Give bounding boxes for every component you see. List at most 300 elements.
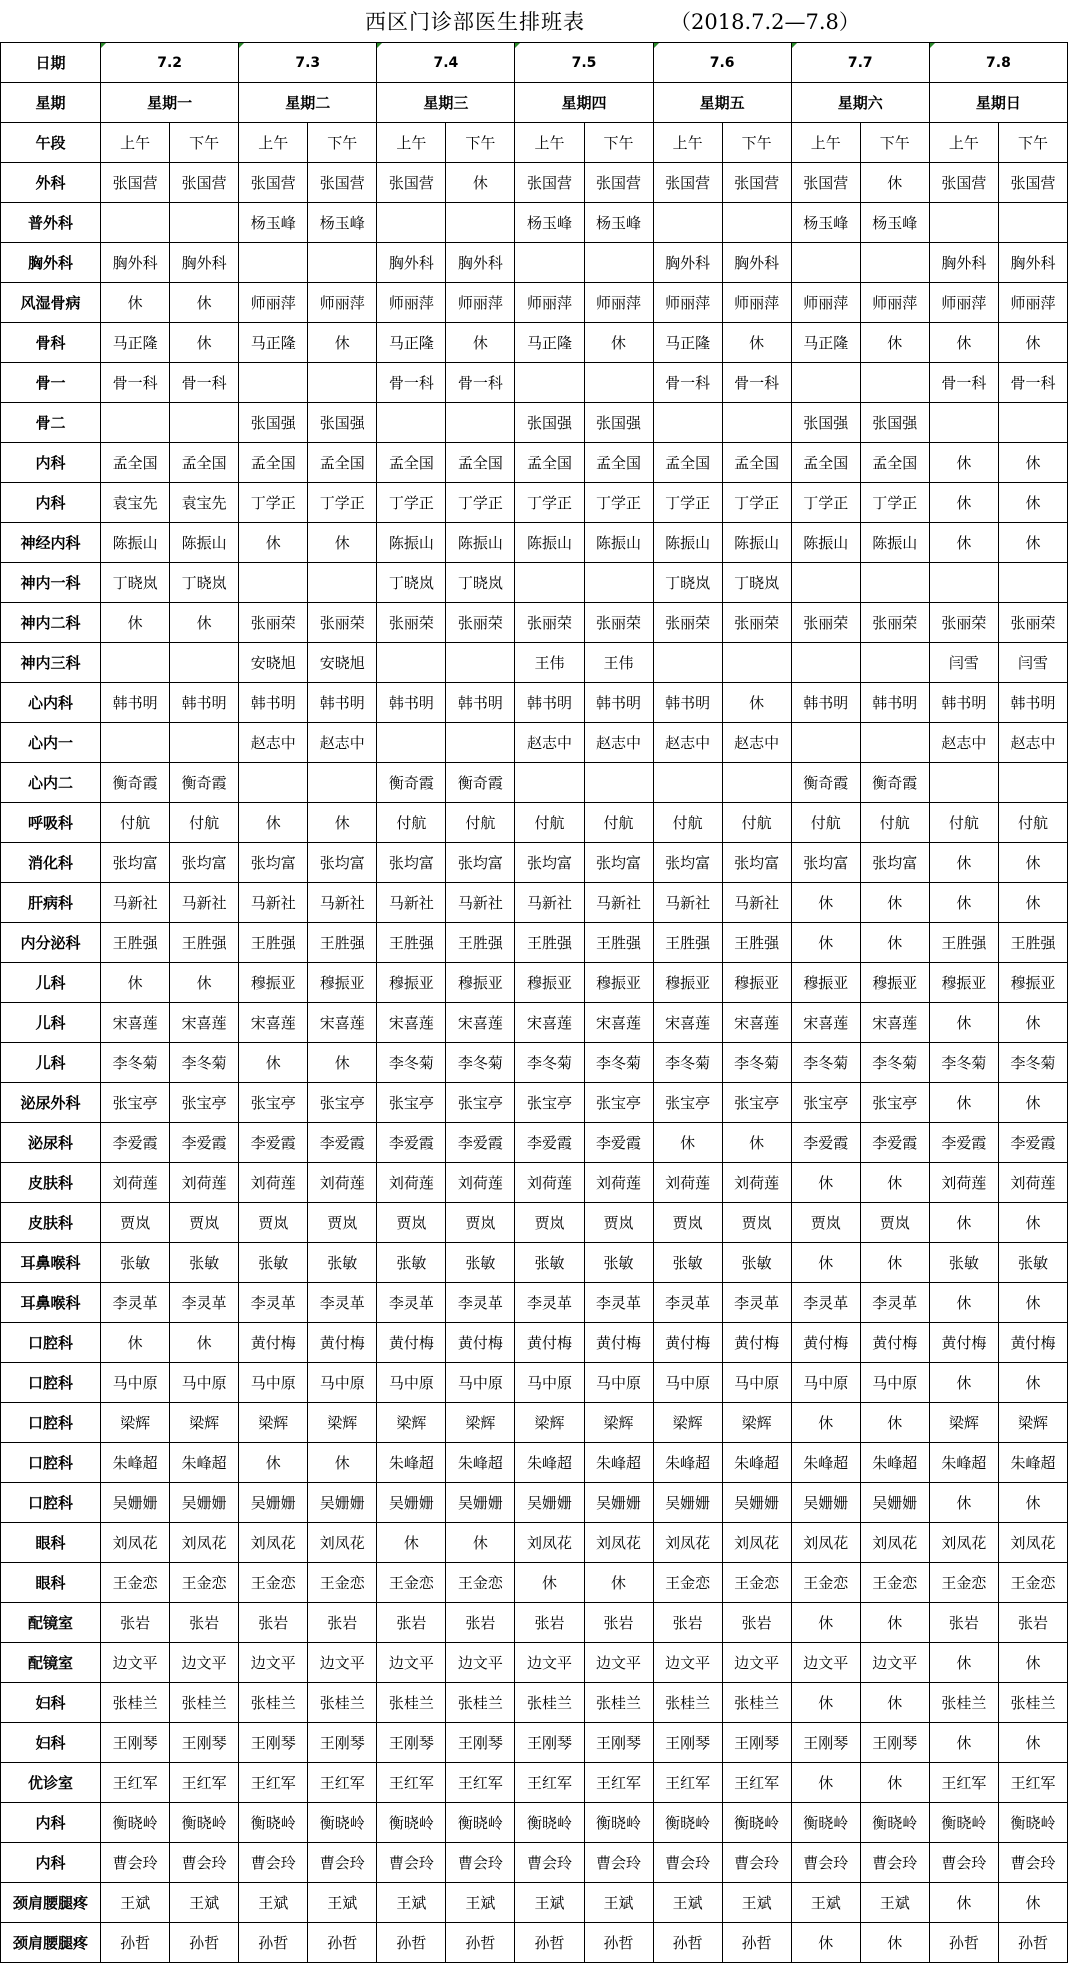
- schedule-cell: [860, 363, 929, 403]
- schedule-cell: 朱峰超: [791, 1443, 860, 1483]
- schedule-cell: 赵志中: [722, 723, 791, 763]
- schedule-cell: 张丽荣: [791, 603, 860, 643]
- schedule-cell: 曹会玲: [584, 1843, 653, 1883]
- schedule-cell: 马中原: [860, 1363, 929, 1403]
- schedule-cell: [515, 563, 584, 603]
- schedule-cell: 李爱霞: [308, 1123, 377, 1163]
- schedule-cell: 王刚琴: [446, 1723, 515, 1763]
- schedule-cell: 衡晓岭: [929, 1803, 998, 1843]
- schedule-cell: 付航: [653, 803, 722, 843]
- schedule-cell: 休: [239, 1443, 308, 1483]
- table-row: [1, 483, 1068, 523]
- schedule-cell: 边文平: [653, 1643, 722, 1683]
- schedule-cell: 休: [860, 1403, 929, 1443]
- schedule-cell: 刘凤花: [101, 1523, 170, 1563]
- schedule-cell: 王胜强: [653, 923, 722, 963]
- schedule-cell: 曹会玲: [791, 1843, 860, 1883]
- day-weekday: 星期二: [239, 83, 377, 123]
- schedule-cell: 韩书明: [101, 683, 170, 723]
- department-label: 眼科: [1, 1563, 101, 1603]
- schedule-cell: 休: [998, 1283, 1067, 1323]
- table-row: [1, 1523, 1068, 1563]
- schedule-cell: 穆振亚: [584, 963, 653, 1003]
- period-cell: 下午: [308, 123, 377, 163]
- schedule-cell: 师丽萍: [584, 283, 653, 323]
- schedule-cell: 宋喜莲: [239, 1003, 308, 1043]
- schedule-cell: 张均富: [791, 843, 860, 883]
- department-label: 胸外科: [1, 243, 101, 283]
- schedule-cell: 李灵革: [584, 1283, 653, 1323]
- header-label-date: 日期: [1, 43, 101, 83]
- schedule-cell: [722, 643, 791, 683]
- schedule-cell: 张宝亭: [239, 1083, 308, 1123]
- period-cell: 上午: [653, 123, 722, 163]
- schedule-cell: 李灵革: [170, 1283, 239, 1323]
- schedule-cell: 师丽萍: [308, 283, 377, 323]
- schedule-cell: 张敏: [722, 1243, 791, 1283]
- schedule-cell: 马正隆: [239, 323, 308, 363]
- table-row: [1, 443, 1068, 483]
- table-row: [1, 563, 1068, 603]
- schedule-cell: 孙哲: [308, 1923, 377, 1963]
- schedule-cell: 王刚琴: [101, 1723, 170, 1763]
- schedule-cell: 休: [791, 1163, 860, 1203]
- schedule-cell: 宋喜莲: [584, 1003, 653, 1043]
- schedule-cell: 边文平: [791, 1643, 860, 1683]
- schedule-cell: 袁宝先: [101, 483, 170, 523]
- schedule-cell: 张岩: [101, 1603, 170, 1643]
- schedule-cell: 刘荷莲: [584, 1163, 653, 1203]
- schedule-cell: 马新社: [653, 883, 722, 923]
- schedule-cell: 边文平: [722, 1643, 791, 1683]
- table-row: [1, 1483, 1068, 1523]
- schedule-cell: 休: [929, 1283, 998, 1323]
- schedule-cell: 李冬菊: [860, 1043, 929, 1083]
- schedule-cell: 韩书明: [791, 683, 860, 723]
- schedule-cell: 胸外科: [929, 243, 998, 283]
- schedule-cell: 休: [929, 1723, 998, 1763]
- schedule-cell: 王斌: [791, 1883, 860, 1923]
- department-label: 消化科: [1, 843, 101, 883]
- schedule-cell: 师丽萍: [377, 283, 446, 323]
- schedule-cell: 梁辉: [998, 1403, 1067, 1443]
- schedule-cell: 黄付梅: [791, 1323, 860, 1363]
- schedule-cell: 休: [239, 523, 308, 563]
- schedule-cell: 王斌: [653, 1883, 722, 1923]
- schedule-title: 西区门诊部医生排班表: [365, 10, 585, 34]
- schedule-cell: 刘凤花: [722, 1523, 791, 1563]
- schedule-cell: 王金恋: [860, 1563, 929, 1603]
- schedule-cell: 张国强: [584, 403, 653, 443]
- schedule-cell: 李灵革: [791, 1283, 860, 1323]
- schedule-cell: 吴姗姗: [101, 1483, 170, 1523]
- schedule-cell: 张桂兰: [377, 1683, 446, 1723]
- schedule-cell: 王斌: [170, 1883, 239, 1923]
- schedule-cell: 张敏: [239, 1243, 308, 1283]
- schedule-cell: [101, 403, 170, 443]
- schedule-cell: 宋喜莲: [377, 1003, 446, 1043]
- department-label: 配镜室: [1, 1643, 101, 1683]
- schedule-cell: 马新社: [170, 883, 239, 923]
- schedule-cell: [515, 243, 584, 283]
- schedule-cell: 贾岚: [101, 1203, 170, 1243]
- schedule-cell: 师丽萍: [515, 283, 584, 323]
- table-row: [1, 1163, 1068, 1203]
- schedule-cell: 宋喜莲: [791, 1003, 860, 1043]
- schedule-cell: 韩书明: [170, 683, 239, 723]
- schedule-cell: 休: [929, 523, 998, 563]
- department-label: 口腔科: [1, 1403, 101, 1443]
- schedule-cell: 王斌: [860, 1883, 929, 1923]
- schedule-cell: 休: [998, 1083, 1067, 1123]
- schedule-cell: 吴姗姗: [653, 1483, 722, 1523]
- schedule-cell: 刘荷莲: [722, 1163, 791, 1203]
- schedule-cell: 王红军: [722, 1763, 791, 1803]
- table-row: [1, 1123, 1068, 1163]
- schedule-cell: 张丽荣: [653, 603, 722, 643]
- schedule-cell: 休: [446, 163, 515, 203]
- schedule-cell: 休: [929, 843, 998, 883]
- schedule-cell: 休: [170, 283, 239, 323]
- header-row-date: [1, 43, 1068, 83]
- schedule-cell: 休: [860, 1163, 929, 1203]
- schedule-cell: 王刚琴: [584, 1723, 653, 1763]
- schedule-cell: 张丽荣: [860, 603, 929, 643]
- schedule-cell: 闫雪: [929, 643, 998, 683]
- day-date: 7.5: [515, 43, 653, 83]
- schedule-cell: 休: [653, 1123, 722, 1163]
- period-cell: 上午: [239, 123, 308, 163]
- schedule-cell: 休: [446, 1523, 515, 1563]
- schedule-cell: 王斌: [308, 1883, 377, 1923]
- schedule-cell: 刘荷莲: [446, 1163, 515, 1203]
- schedule-cell: 贾岚: [377, 1203, 446, 1243]
- department-label: 神内一科: [1, 563, 101, 603]
- schedule-cell: 付航: [377, 803, 446, 843]
- department-label: 眼科: [1, 1523, 101, 1563]
- schedule-cell: 边文平: [377, 1643, 446, 1683]
- schedule-cell: 陈振山: [860, 523, 929, 563]
- schedule-cell: [791, 243, 860, 283]
- department-label: 耳鼻喉科: [1, 1283, 101, 1323]
- schedule-cell: 休: [929, 483, 998, 523]
- schedule-cell: 朱峰超: [722, 1443, 791, 1483]
- schedule-cell: 孟全国: [515, 443, 584, 483]
- department-label: 泌尿科: [1, 1123, 101, 1163]
- schedule-cell: 李爱霞: [929, 1123, 998, 1163]
- schedule-cell: 孟全国: [308, 443, 377, 483]
- schedule-cell: 韩书明: [308, 683, 377, 723]
- schedule-cell: 李灵革: [239, 1283, 308, 1323]
- schedule-cell: 赵志中: [998, 723, 1067, 763]
- schedule-cell: 张国强: [860, 403, 929, 443]
- schedule-cell: 付航: [722, 803, 791, 843]
- schedule-cell: 孟全国: [170, 443, 239, 483]
- schedule-cell: 马中原: [239, 1363, 308, 1403]
- schedule-cell: 刘凤花: [791, 1523, 860, 1563]
- schedule-cell: 张敏: [446, 1243, 515, 1283]
- schedule-cell: 张均富: [239, 843, 308, 883]
- schedule-cell: 王金恋: [239, 1563, 308, 1603]
- schedule-cell: 张国营: [584, 163, 653, 203]
- schedule-cell: [722, 203, 791, 243]
- schedule-cell: [170, 203, 239, 243]
- schedule-cell: 李爱霞: [860, 1123, 929, 1163]
- schedule-cell: 吴姗姗: [860, 1483, 929, 1523]
- schedule-cell: 张丽荣: [446, 603, 515, 643]
- schedule-cell: 孟全国: [860, 443, 929, 483]
- schedule-cell: 张敏: [584, 1243, 653, 1283]
- schedule-cell: 张敏: [929, 1243, 998, 1283]
- schedule-cell: 王红军: [170, 1763, 239, 1803]
- schedule-cell: [101, 203, 170, 243]
- schedule-cell: 孙哲: [239, 1923, 308, 1963]
- header-row-period: [1, 123, 1068, 163]
- schedule-cell: 吴姗姗: [791, 1483, 860, 1523]
- schedule-cell: 休: [998, 843, 1067, 883]
- schedule-cell: 陈振山: [101, 523, 170, 563]
- schedule-cell: [239, 243, 308, 283]
- schedule-cell: 张宝亭: [515, 1083, 584, 1123]
- schedule-cell: 马正隆: [515, 323, 584, 363]
- schedule-cell: 李灵革: [377, 1283, 446, 1323]
- department-label: 骨二: [1, 403, 101, 443]
- schedule-cell: 刘凤花: [860, 1523, 929, 1563]
- schedule-cell: 李爱霞: [170, 1123, 239, 1163]
- schedule-cell: [653, 643, 722, 683]
- schedule-cell: 丁学正: [653, 483, 722, 523]
- schedule-cell: 黄付梅: [722, 1323, 791, 1363]
- schedule-cell: 师丽萍: [239, 283, 308, 323]
- schedule-cell: 朱峰超: [377, 1443, 446, 1483]
- table-row: [1, 403, 1068, 443]
- schedule-cell: 张国强: [515, 403, 584, 443]
- schedule-cell: 张均富: [860, 843, 929, 883]
- schedule-cell: 王刚琴: [860, 1723, 929, 1763]
- schedule-cell: 刘荷莲: [653, 1163, 722, 1203]
- schedule-cell: 王红军: [308, 1763, 377, 1803]
- schedule-cell: 孙哲: [722, 1923, 791, 1963]
- schedule-cell: 吴姗姗: [239, 1483, 308, 1523]
- schedule-cell: 衡奇霞: [101, 763, 170, 803]
- table-row: [1, 963, 1068, 1003]
- schedule-cell: 王胜强: [998, 923, 1067, 963]
- schedule-cell: 曹会玲: [170, 1843, 239, 1883]
- schedule-cell: 休: [722, 323, 791, 363]
- schedule-cell: 李冬菊: [515, 1043, 584, 1083]
- schedule-cell: 陈振山: [653, 523, 722, 563]
- schedule-cell: 休: [170, 603, 239, 643]
- schedule-cell: 朱峰超: [101, 1443, 170, 1483]
- schedule-cell: 刘荷莲: [998, 1163, 1067, 1203]
- schedule-cell: 马正隆: [101, 323, 170, 363]
- schedule-cell: 师丽萍: [791, 283, 860, 323]
- schedule-cell: 付航: [446, 803, 515, 843]
- schedule-cell: 梁辉: [722, 1403, 791, 1443]
- schedule-cell: 马中原: [446, 1363, 515, 1403]
- period-cell: 上午: [377, 123, 446, 163]
- schedule-cell: 孟全国: [791, 443, 860, 483]
- schedule-cell: 张宝亭: [170, 1083, 239, 1123]
- department-label: 心内一: [1, 723, 101, 763]
- schedule-cell: 李爱霞: [515, 1123, 584, 1163]
- schedule-cell: 丁学正: [377, 483, 446, 523]
- schedule-cell: 张均富: [308, 843, 377, 883]
- table-row: [1, 1843, 1068, 1883]
- table-row: [1, 1203, 1068, 1243]
- schedule-cell: 休: [998, 443, 1067, 483]
- schedule-cell: 刘荷莲: [239, 1163, 308, 1203]
- table-row: [1, 1603, 1068, 1643]
- schedule-cell: 朱峰超: [653, 1443, 722, 1483]
- schedule-cell: [377, 403, 446, 443]
- schedule-cell: 杨玉峰: [791, 203, 860, 243]
- schedule-cell: 穆振亚: [515, 963, 584, 1003]
- schedule-cell: 张宝亭: [446, 1083, 515, 1123]
- schedule-cell: 张宝亭: [653, 1083, 722, 1123]
- schedule-cell: 王红军: [239, 1763, 308, 1803]
- schedule-cell: 胸外科: [653, 243, 722, 283]
- schedule-cell: [653, 403, 722, 443]
- schedule-cell: 王胜强: [239, 923, 308, 963]
- schedule-cell: 张敏: [377, 1243, 446, 1283]
- schedule-cell: 贾岚: [722, 1203, 791, 1243]
- table-row: [1, 683, 1068, 723]
- schedule-cell: 袁宝先: [170, 483, 239, 523]
- department-label: 颈肩腰腿疼: [1, 1923, 101, 1963]
- schedule-cell: 张桂兰: [170, 1683, 239, 1723]
- period-cell: 下午: [722, 123, 791, 163]
- schedule-cell: 安晓旭: [308, 643, 377, 683]
- schedule-cell: 休: [308, 803, 377, 843]
- department-label: 儿科: [1, 1043, 101, 1083]
- schedule-cell: [446, 403, 515, 443]
- schedule-cell: 师丽萍: [998, 283, 1067, 323]
- schedule-cell: 张国强: [308, 403, 377, 443]
- schedule-cell: 王斌: [722, 1883, 791, 1923]
- schedule-cell: 刘凤花: [515, 1523, 584, 1563]
- schedule-cell: 韩书明: [998, 683, 1067, 723]
- schedule-cell: 衡奇霞: [170, 763, 239, 803]
- period-cell: 下午: [584, 123, 653, 163]
- schedule-cell: 王伟: [515, 643, 584, 683]
- schedule-cell: 韩书明: [929, 683, 998, 723]
- schedule-cell: 休: [791, 1763, 860, 1803]
- schedule-cell: 张岩: [653, 1603, 722, 1643]
- schedule-cell: 宋喜莲: [860, 1003, 929, 1043]
- schedule-cell: 王斌: [377, 1883, 446, 1923]
- schedule-cell: 马中原: [377, 1363, 446, 1403]
- schedule-cell: 李冬菊: [791, 1043, 860, 1083]
- schedule-cell: 朱峰超: [998, 1443, 1067, 1483]
- table-row: [1, 1083, 1068, 1123]
- schedule-cell: 张岩: [377, 1603, 446, 1643]
- schedule-cell: [170, 723, 239, 763]
- schedule-cell: 刘凤花: [998, 1523, 1067, 1563]
- schedule-cell: 孟全国: [653, 443, 722, 483]
- schedule-cell: 韩书明: [860, 683, 929, 723]
- schedule-cell: 张岩: [929, 1603, 998, 1643]
- schedule-cell: 休: [170, 963, 239, 1003]
- schedule-cell: 朱峰超: [584, 1443, 653, 1483]
- schedule-cell: [860, 643, 929, 683]
- schedule-cell: 王金恋: [791, 1563, 860, 1603]
- schedule-cell: 张国营: [791, 163, 860, 203]
- schedule-cell: 休: [446, 323, 515, 363]
- schedule-cell: 刘荷莲: [929, 1163, 998, 1203]
- schedule-cell: 梁辉: [308, 1403, 377, 1443]
- schedule-cell: 休: [860, 923, 929, 963]
- schedule-cell: 衡奇霞: [446, 763, 515, 803]
- day-weekday: 星期日: [929, 83, 1067, 123]
- schedule-cell: 丁晓岚: [101, 563, 170, 603]
- schedule-cell: 刘凤花: [170, 1523, 239, 1563]
- schedule-cell: 张均富: [722, 843, 791, 883]
- table-row: [1, 1643, 1068, 1683]
- schedule-cell: 李爱霞: [101, 1123, 170, 1163]
- schedule-cell: 休: [998, 1203, 1067, 1243]
- schedule-cell: [584, 563, 653, 603]
- schedule-cell: [446, 643, 515, 683]
- schedule-cell: 王伟: [584, 643, 653, 683]
- department-label: 儿科: [1, 963, 101, 1003]
- table-row: [1, 283, 1068, 323]
- schedule-cell: 穆振亚: [791, 963, 860, 1003]
- schedule-cell: 休: [860, 1603, 929, 1643]
- schedule-cell: 王斌: [515, 1883, 584, 1923]
- schedule-cell: 张国强: [791, 403, 860, 443]
- schedule-cell: 丁晓岚: [170, 563, 239, 603]
- department-label: 心内二: [1, 763, 101, 803]
- schedule-cell: 梁辉: [515, 1403, 584, 1443]
- schedule-cell: 马中原: [791, 1363, 860, 1403]
- schedule-cell: 张丽荣: [515, 603, 584, 643]
- table-row: [1, 1443, 1068, 1483]
- day-date: 7.2: [101, 43, 239, 83]
- department-label: 妇科: [1, 1723, 101, 1763]
- schedule-cell: 孙哲: [515, 1923, 584, 1963]
- schedule-cell: 张丽荣: [998, 603, 1067, 643]
- schedule-cell: 韩书明: [653, 683, 722, 723]
- schedule-cell: 休: [929, 1083, 998, 1123]
- schedule-cell: 边文平: [170, 1643, 239, 1683]
- schedule-cell: 王红军: [446, 1763, 515, 1803]
- schedule-cell: 胸外科: [722, 243, 791, 283]
- schedule-cell: 孙哲: [584, 1923, 653, 1963]
- schedule-cell: 休: [998, 323, 1067, 363]
- schedule-cell: 马新社: [101, 883, 170, 923]
- schedule-cell: 王金恋: [722, 1563, 791, 1603]
- schedule-cell: 穆振亚: [308, 963, 377, 1003]
- schedule-cell: 李灵革: [722, 1283, 791, 1323]
- schedule-cell: [653, 763, 722, 803]
- schedule-cell: 休: [998, 1483, 1067, 1523]
- schedule-cell: 马新社: [515, 883, 584, 923]
- schedule-cell: 休: [722, 683, 791, 723]
- schedule-cell: 张桂兰: [929, 1683, 998, 1723]
- schedule-cell: 李灵革: [101, 1283, 170, 1323]
- day-weekday: 星期一: [101, 83, 239, 123]
- schedule-cell: 胸外科: [998, 243, 1067, 283]
- schedule-cell: 张宝亭: [722, 1083, 791, 1123]
- schedule-cell: 孟全国: [101, 443, 170, 483]
- schedule-cell: 王金恋: [998, 1563, 1067, 1603]
- day-weekday: 星期六: [791, 83, 929, 123]
- schedule-cell: 张国营: [929, 163, 998, 203]
- table-row: [1, 1563, 1068, 1603]
- schedule-cell: 陈振山: [722, 523, 791, 563]
- department-label: 骨一: [1, 363, 101, 403]
